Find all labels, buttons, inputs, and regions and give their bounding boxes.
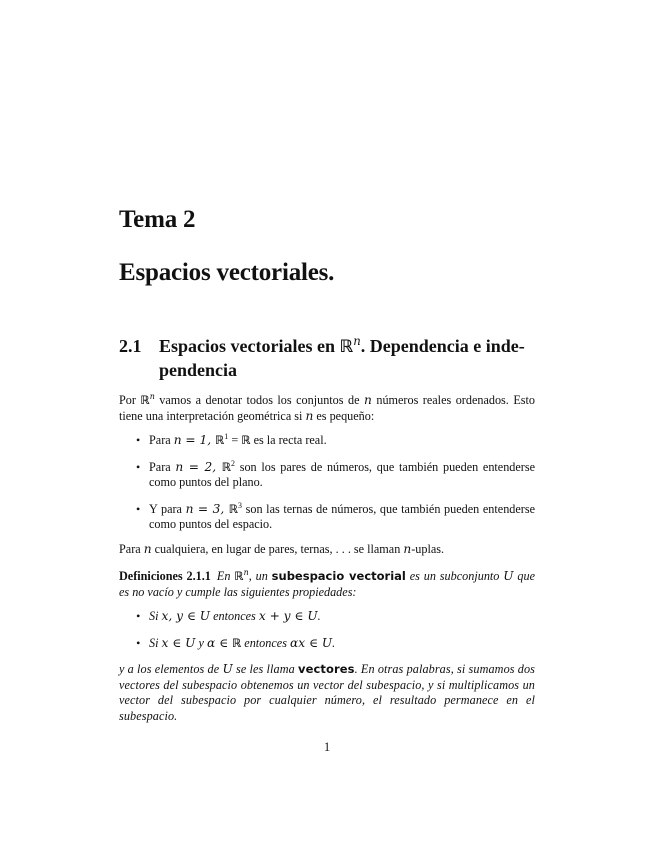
- math-var: n: [364, 393, 372, 407]
- math-exponent: n: [149, 391, 155, 401]
- text: es pequeño:: [313, 408, 375, 423]
- reals-symbol: ℝ: [234, 569, 244, 583]
- section-title-part: Espacios vectoriales en: [159, 336, 340, 356]
- list-item: [119, 502, 535, 533]
- text: que es no vacío y cumple las siguientes propiedades:: [119, 569, 536, 599]
- section-number: 2.1: [119, 336, 142, 356]
- reals-symbol: ℝ: [231, 635, 242, 650]
- math: n = 1,: [173, 433, 216, 447]
- section-title-part: . Dependencia e inde-: [360, 336, 525, 356]
- text: Por: [119, 393, 141, 407]
- math: x, y ∈ U: [161, 609, 211, 623]
- text: se les llama: [232, 662, 298, 676]
- text: entonces: [210, 609, 259, 623]
- math-exponent: 2: [231, 458, 235, 468]
- text: y a los elementos de: [119, 662, 223, 676]
- text: vamos a denotar todos los conjuntos de: [154, 393, 364, 407]
- text: . En otras palabras, si sumamos dos vectores del subespacio obtenemos un vector del subespacio, y si multiplicamos un vector del subespacio por cualquier número, el resultado permanece en el subespacio.: [119, 662, 536, 723]
- math-var: n: [305, 408, 314, 423]
- chapter-title: Espacios vectoriales.: [119, 259, 335, 286]
- reals-symbol: ℝ: [215, 433, 225, 447]
- text: .: [332, 635, 336, 650]
- reals-symbol: ℝ: [221, 459, 232, 474]
- list-item: [119, 636, 535, 652]
- text: es la recta real.: [250, 433, 327, 447]
- reals-symbol: ℝ: [241, 433, 251, 447]
- text: Para: [149, 433, 174, 447]
- list-item: [119, 433, 535, 449]
- text: Para: [119, 542, 144, 556]
- math: =: [228, 433, 242, 447]
- definition-label: Definiciones 2.1.1: [119, 569, 211, 583]
- text: Y para: [149, 501, 186, 516]
- text: .: [317, 609, 321, 623]
- math: x ∈ U: [161, 635, 196, 650]
- nuplas-paragraph: [119, 542, 535, 558]
- math: n = 3,: [185, 501, 229, 516]
- math-exponent: 1: [224, 431, 229, 441]
- page-number: 1: [323, 740, 331, 754]
- math-exponent: n: [243, 567, 249, 577]
- text: Si: [149, 635, 162, 650]
- math-var: U: [222, 662, 233, 676]
- reals-symbol: ℝ: [140, 393, 150, 407]
- section-heading: [119, 335, 535, 382]
- text: Para: [149, 459, 176, 474]
- defined-term: subespacio vectorial: [271, 569, 406, 583]
- math: α ∈: [206, 635, 232, 650]
- text: -uplas.: [411, 542, 445, 556]
- definition-paragraph: [119, 569, 535, 600]
- intro-paragraph: [119, 393, 535, 424]
- definition-continuation: [119, 662, 535, 724]
- text: son las ternas de números, que también pueden entenderse como puntos del espacio.: [149, 501, 536, 532]
- math-var: n: [143, 542, 152, 556]
- math: x + y ∈ U: [258, 609, 318, 623]
- dimension-list: [119, 433, 535, 544]
- chapter-label: Tema 2: [119, 206, 196, 233]
- list-item: [119, 609, 535, 625]
- text: y: [195, 635, 207, 650]
- math: n = 2,: [175, 459, 222, 474]
- section-title-part: pendencia: [159, 360, 238, 380]
- math-exponent: 3: [238, 500, 242, 510]
- math-var: n: [403, 542, 412, 556]
- text: son los pares de números, que también pueden entenderse como puntos del plano.: [149, 459, 536, 490]
- text: cualquiera, en lugar de pares, ternas, . . . se llaman: [151, 542, 404, 556]
- text: Si: [149, 609, 162, 623]
- text: entonces: [241, 635, 290, 650]
- text: números reales ordenados. Esto tiene una interpretación geométrica si: [119, 393, 535, 423]
- section-exponent: n: [353, 334, 361, 348]
- section-title: [159, 335, 535, 382]
- math-var: U: [503, 569, 514, 583]
- defined-term: vectores: [297, 662, 355, 676]
- list-item: [119, 460, 535, 491]
- reals-symbol: ℝ: [339, 337, 354, 357]
- text: En: [216, 569, 235, 583]
- properties-list: [119, 609, 535, 662]
- math: αx ∈ U: [289, 635, 333, 650]
- text: , un: [248, 569, 272, 583]
- text: es un subconjunto: [405, 569, 504, 583]
- reals-symbol: ℝ: [228, 501, 238, 516]
